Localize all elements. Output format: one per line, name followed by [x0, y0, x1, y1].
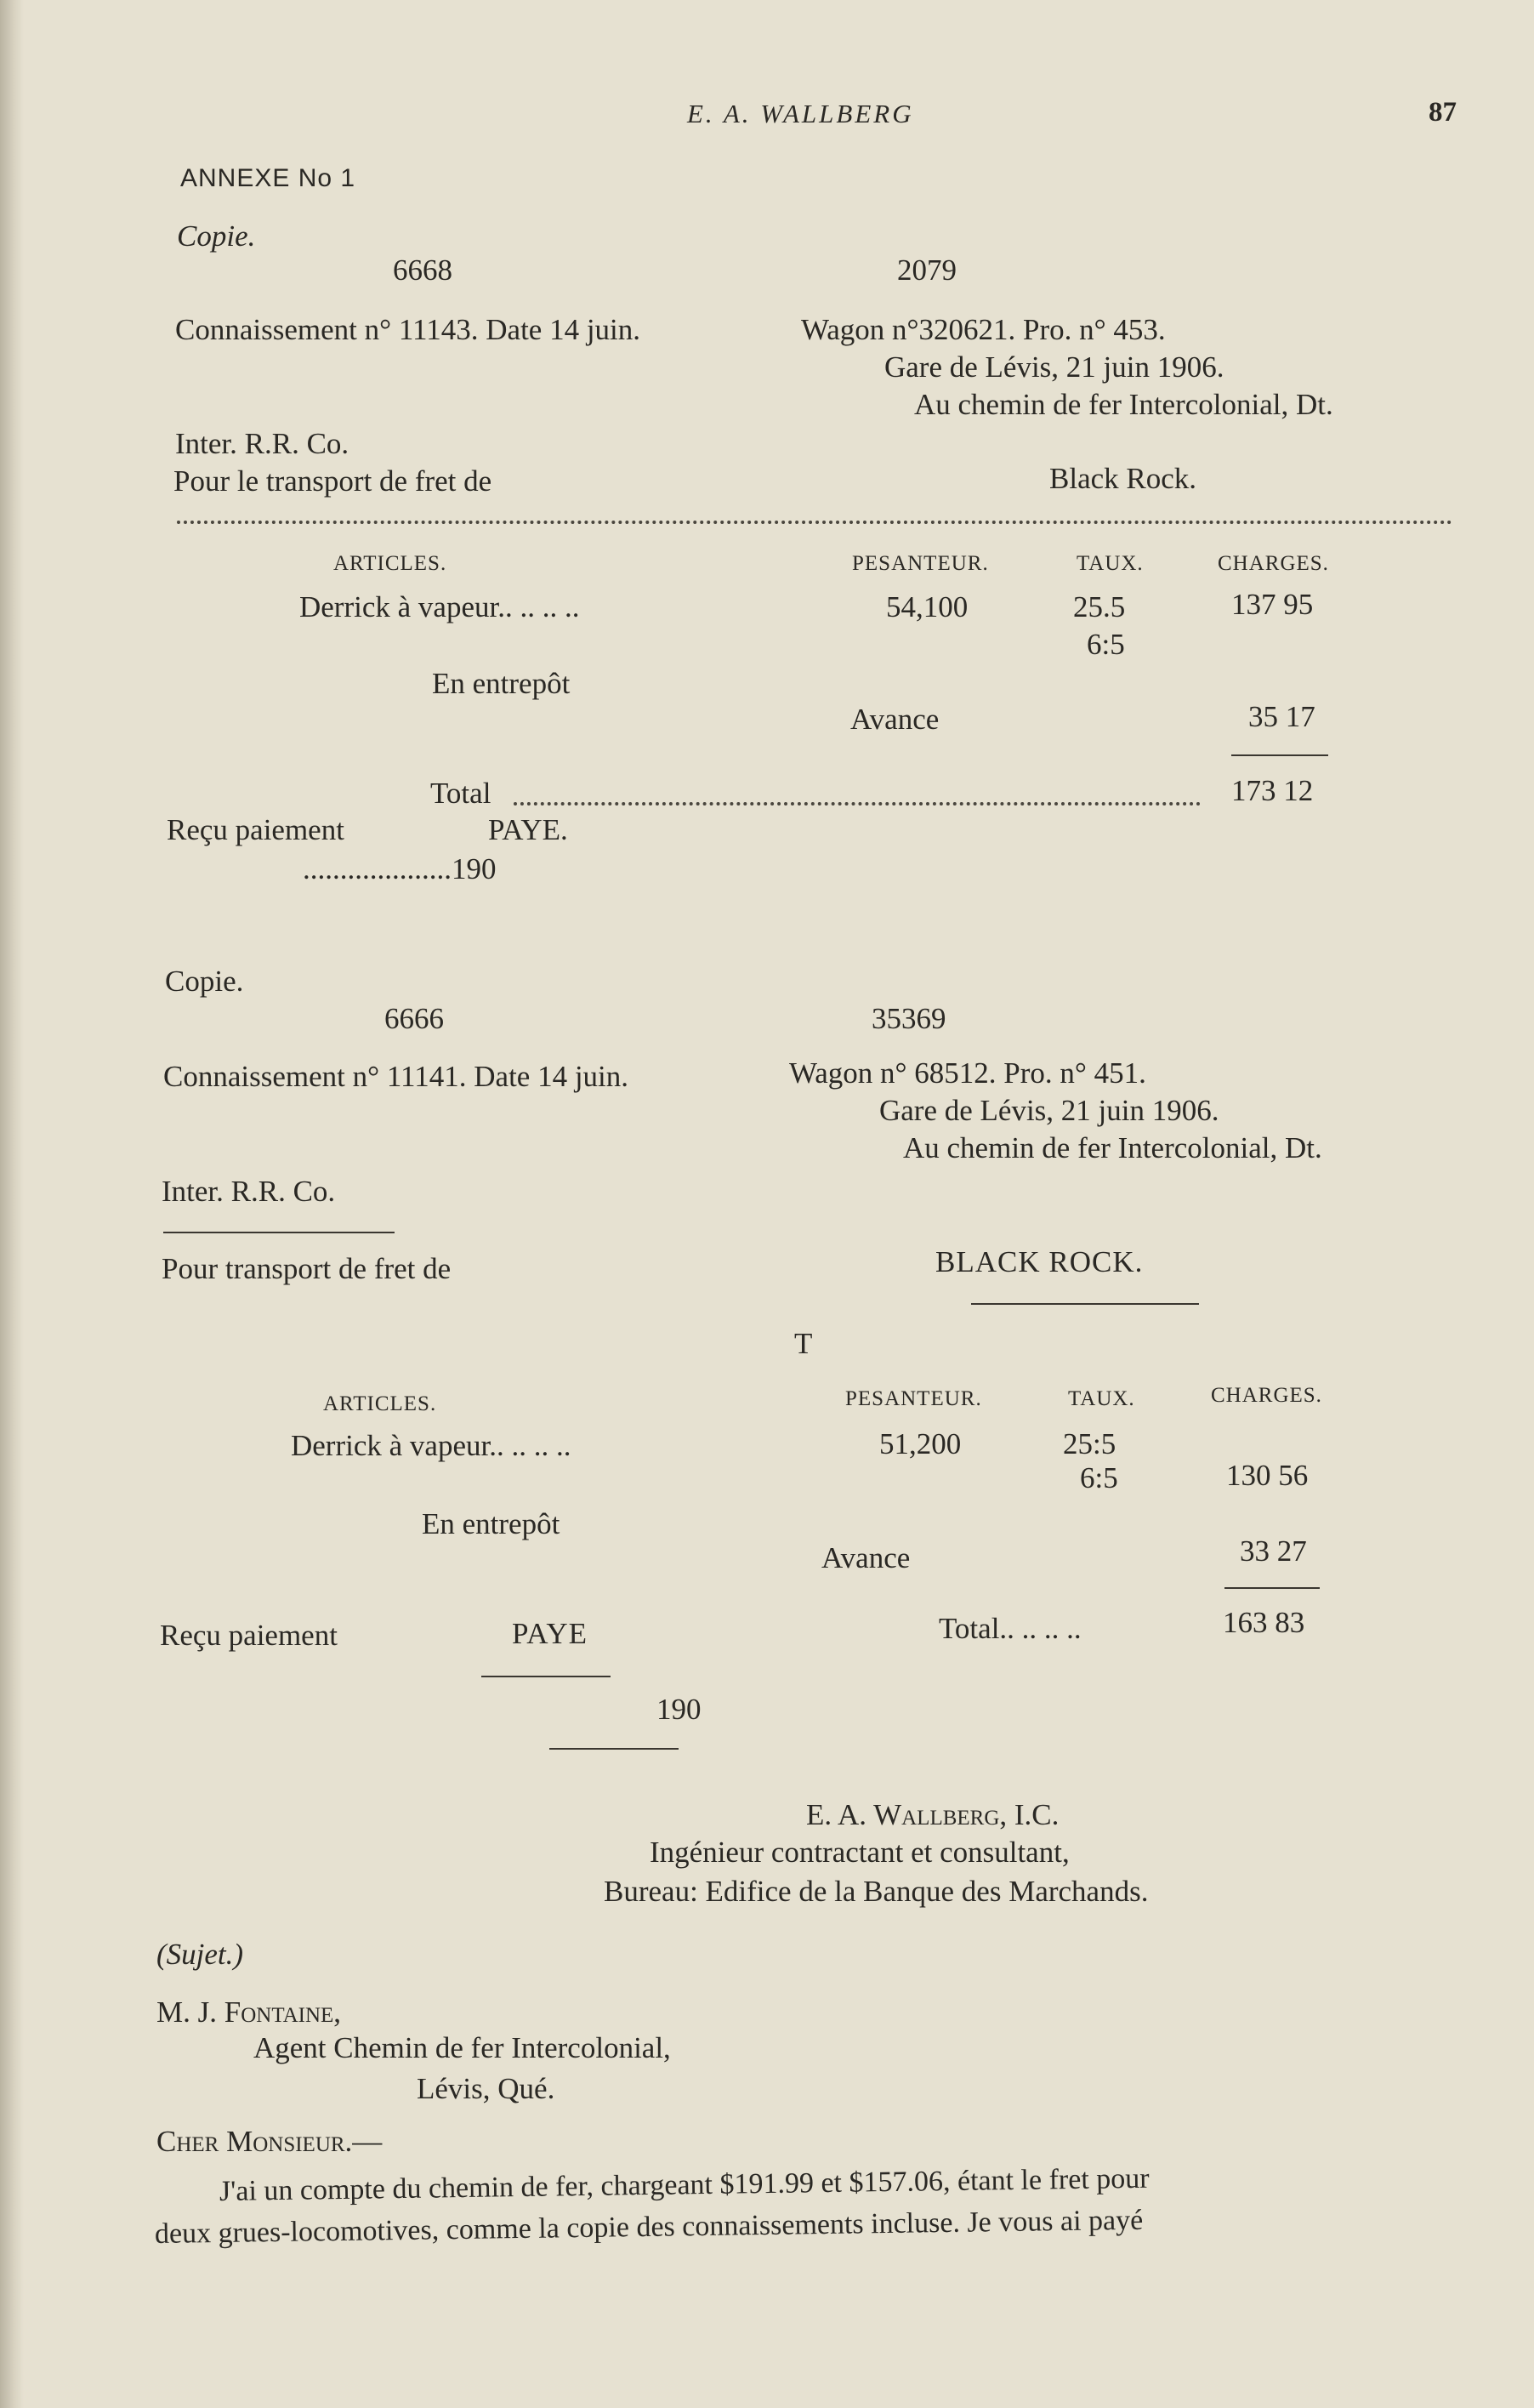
letter-sender-name: E. A. Wallberg, I.C. — [806, 1798, 1060, 1831]
copy1-rate2: 6:5 — [1087, 628, 1125, 661]
copy2-sum-rule — [1224, 1587, 1320, 1589]
letter-salutation: Cher Monsieur.— — [156, 2125, 383, 2158]
copy2-rate2: 6:5 — [1080, 1461, 1118, 1494]
copy2-charge: 130 56 — [1226, 1459, 1309, 1492]
copy2-paid-rule — [481, 1676, 611, 1677]
copy2-year: 190 — [656, 1693, 702, 1726]
copy2-station-line: Gare de Lévis, 21 juin 1906. — [879, 1094, 1219, 1127]
copy1-destination: Black Rock. — [1049, 462, 1197, 495]
copy1-wagon-line: Wagon n°320621. Pro. n° 453. — [801, 313, 1166, 346]
running-title: E. A. WALLBERG — [687, 99, 914, 128]
copy1-charge: 137 95 — [1231, 588, 1314, 621]
copy2-num-right: 35369 — [872, 1002, 946, 1035]
copy1-col-rate: TAUX. — [1077, 552, 1144, 575]
copy1-dotted-separator — [177, 521, 1452, 524]
copy1-col-weight: PESANTEUR. — [852, 552, 989, 575]
copy1-total-leader — [514, 802, 1201, 806]
page-number: 87 — [1429, 97, 1457, 128]
copy2-receipt-label: Reçu paiement — [160, 1619, 338, 1652]
copy2-mark: T — [794, 1327, 813, 1360]
copy1-label: Copie. — [177, 219, 256, 253]
copy1-year-line: ....................190 — [303, 852, 497, 885]
copy2-destination-rule — [971, 1303, 1199, 1305]
copy2-label: Copie. — [165, 965, 244, 998]
copy1-sum-rule — [1231, 754, 1328, 756]
copy1-num-right: 2079 — [897, 253, 957, 287]
copy2-col-rate: TAUX. — [1068, 1387, 1135, 1410]
copy2-total-value: 163 83 — [1223, 1606, 1305, 1639]
copy2-col-charges: CHARGES. — [1211, 1384, 1322, 1407]
copy1-rate1: 25.5 — [1073, 590, 1126, 623]
copy2-year-rule — [549, 1748, 679, 1750]
copy2-col-articles: ARTICLES. — [323, 1392, 437, 1415]
copy1-col-articles: ARTICLES. — [333, 552, 447, 575]
letter-addressee-name: M. J. Fontaine, — [156, 1995, 342, 2029]
copy1-freight-label: Pour le transport de fret de — [173, 464, 492, 498]
copy1-receipt-label: Reçu paiement — [167, 813, 344, 846]
copy1-railway-line: Au chemin de fer Intercolonial, Dt. — [914, 388, 1333, 421]
copy1-advance-label: Avance — [850, 703, 940, 736]
copy2-col-weight: PESANTEUR. — [845, 1387, 982, 1410]
copy2-freight-label: Pour transport de fret de — [162, 1252, 452, 1285]
copy2-bill-line: Connaissement n° 11141. Date 14 juin. — [163, 1060, 629, 1093]
copy2-destination: BLACK ROCK. — [935, 1245, 1144, 1278]
copy2-rate1: 25:5 — [1063, 1427, 1116, 1460]
copy2-article: Derrick à vapeur.. .. .. .. — [291, 1429, 571, 1462]
copy1-article: Derrick à vapeur.. .. .. .. — [299, 590, 580, 623]
copy1-bill-line: Connaissement n° 11143. Date 14 juin. — [175, 313, 641, 346]
page-binding-edge — [0, 0, 24, 2408]
letter-sender-office: Bureau: Edifice de la Banque des Marchands. — [604, 1875, 1149, 1908]
copy1-total-value: 173 12 — [1231, 774, 1314, 807]
copy2-company: Inter. R.R. Co. — [162, 1175, 336, 1208]
letter-addressee-city: Lévis, Qué. — [417, 2072, 555, 2105]
copy2-weight: 51,200 — [879, 1427, 962, 1460]
copy1-company: Inter. R.R. Co. — [175, 427, 349, 460]
letter-sender-title: Ingénieur contractant et consultant, — [650, 1836, 1070, 1869]
copy2-total-label: Total.. .. .. .. — [939, 1612, 1082, 1645]
copy1-weight: 54,100 — [886, 590, 969, 623]
copy2-advance-value: 33 27 — [1240, 1534, 1307, 1568]
copy2-wagon-line: Wagon n° 68512. Pro. n° 451. — [789, 1056, 1146, 1090]
copy1-paid: PAYE. — [488, 813, 568, 846]
letter-addressee-role: Agent Chemin de fer Intercolonial, — [253, 2031, 671, 2064]
letter-subject: (Sujet.) — [156, 1938, 244, 1971]
copy2-advance-label: Avance — [821, 1541, 911, 1574]
copy1-num-left: 6668 — [393, 253, 452, 287]
copy1-storage: En entrepôt — [432, 667, 571, 700]
letter-body-line1: J'ai un compte du chemin de fer, chargeant $191.99 et $157.06, étant le fret pour — [219, 2162, 1150, 2207]
copy1-col-charges: CHARGES. — [1218, 552, 1329, 575]
copy1-station-line: Gare de Lévis, 21 juin 1906. — [884, 350, 1224, 384]
copy1-advance-value: 35 17 — [1248, 700, 1315, 733]
annex-label: ANNEXE No 1 — [180, 164, 356, 192]
letter-body-line2: deux grues-locomotives, comme la copie des connaissements incluse. Je vous ai payé — [154, 2204, 1144, 2250]
copy2-company-rule — [163, 1232, 395, 1233]
copy2-storage: En entrepôt — [422, 1507, 560, 1540]
copy2-paid: PAYE — [512, 1617, 588, 1650]
copy2-num-left: 6666 — [384, 1002, 444, 1035]
copy1-total-label: Total — [430, 777, 491, 810]
copy2-railway-line: Au chemin de fer Intercolonial, Dt. — [903, 1131, 1322, 1164]
